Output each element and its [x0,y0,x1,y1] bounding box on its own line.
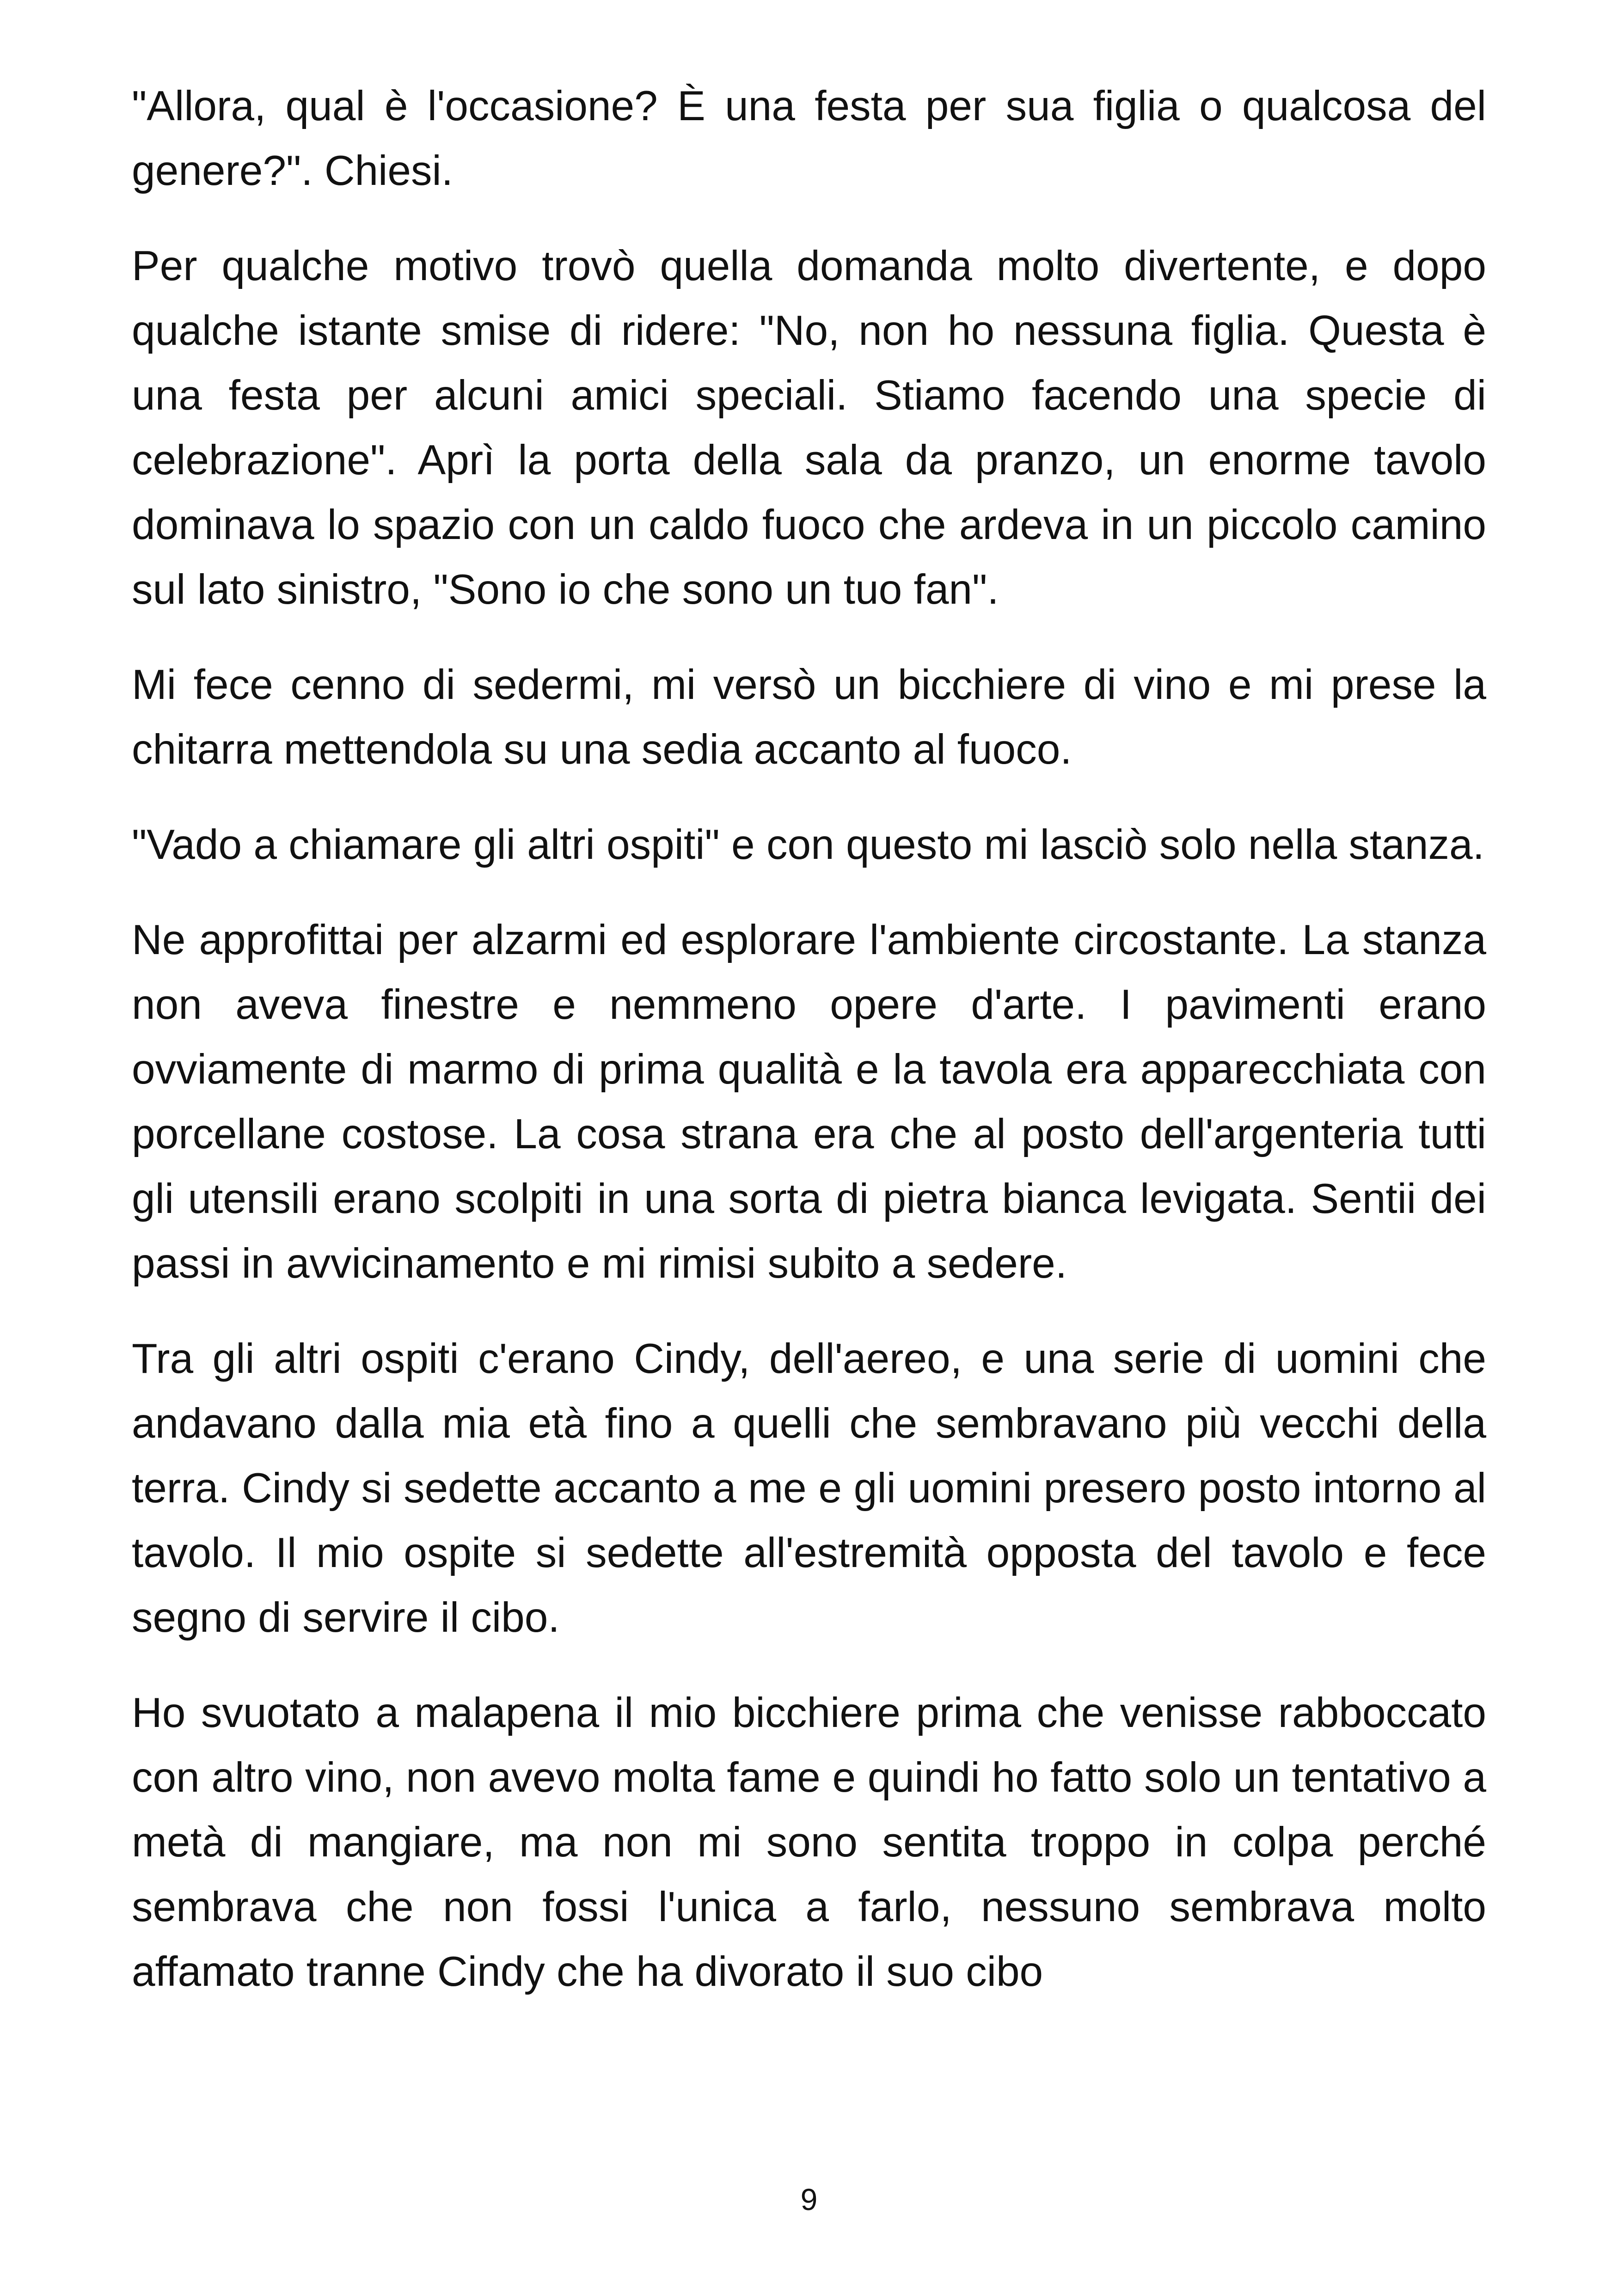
paragraph: Mi fece cenno di sedermi, mi versò un bicchiere di vino e mi prese la chitarra mettendola su una sedia accanto al fuoco. [132,661,1486,773]
paragraph: Ho svuotato a malapena il mio bicchiere prima che venisse rabboccato con altro vino, non avevo molta fame e quindi ho fatto solo un tentativo a metà di mangiare, ma non mi sono sentita troppo in colpa perché sembrava che non fossi l'unica a farlo, nessuno sembrava molto affamato tranne Cindy che ha divorato il suo cibo [132,1690,1486,1995]
body-text [132,74,1486,2035]
page-number: 9 [800,2182,818,2216]
paragraph: Tra gli altri ospiti c'erano Cindy, dell'aereo, e una serie di uomini che andavano dalla mia età fino a quelli che sembravano più vecchi della terra. Cindy si sedette accanto a me e gli uomini presero posto intorno al tavolo. Il mio ospite si sedette all'estremità opposta del tavolo e fece segno di servire il cibo. [132,1335,1486,1641]
paragraph: Per qualche motivo trovò quella domanda molto divertente, e dopo qualche istante smise di ridere: "No, non ho nessuna figlia. Questa è una festa per alcuni amici speciali. Stiamo facendo una specie di celebrazione". Aprì la porta della sala da pranzo, un enorme tavolo dominava lo spazio con un caldo fuoco che ardeva in un piccolo camino sul lato sinistro, "Sono io che sono un tuo fan". [132,243,1486,613]
paragraph: Ne approfittai per alzarmi ed esplorare l'ambiente circostante. La stanza non aveva finestre e nemmeno opere d'arte. I pavimenti erano ovviamente di marmo di prima qualità e la tavola era apparecchiata con porcellane costose. La cosa strana era che al posto dell'argenteria tutti gli utensili erano scolpiti in una sorta di pietra bianca levigata. Sentii dei passi in avvicinamento e mi rimisi subito a sedere. [132,917,1486,1287]
paragraph: "Allora, qual è l'occasione? È una festa per sua figlia o qualcosa del genere?". Chiesi. [132,83,1486,194]
paragraph: "Vado a chiamare gli altri ospiti" e con questo mi lasciò solo nella stanza. [132,821,1484,868]
